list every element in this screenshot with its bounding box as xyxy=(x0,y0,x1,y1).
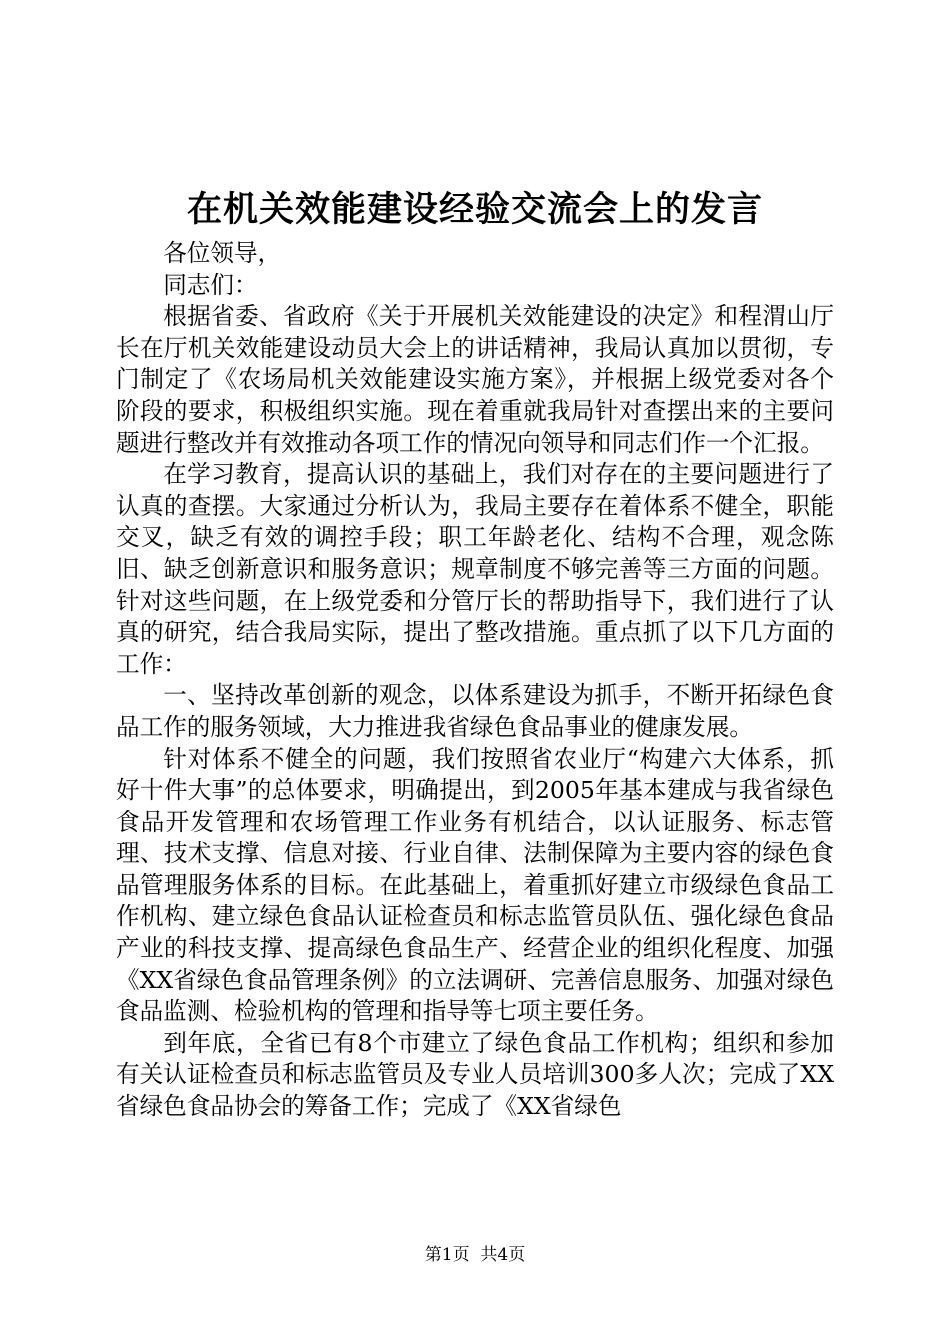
paragraph-intro: 根据省委、省政府《关于开展机关效能建设的决定》和程渭山厅长在厅机关效能建设动员大会上的讲话精神，我局认真加以贯彻，专门制定了《农场局机关效能建设实施方案》，并根据上级党委对各个阶段的要求，积极组织实施。现在着重就我局针对查摆出来的主要问题进行整改并有效推动各项工作的情况向领导和同志们作一个汇报。 xyxy=(116,302,834,457)
paragraph-system-building: 针对体系不健全的问题，我们按照省农业厅“构建六大体系，抓好十件大事”的总体要求，明确提出，到2005年基本建成与我省绿色食品开发管理和农场管理工作业务有机结合，以认证服务、标志管理、技术支撑、信息对接、行业自律、法制保障为主要内容的绿色食品管理服务体系的目标。在此基础上，着重抓好建立市级绿色食品工作机构、建立绿色食品认证检查员和标志监管员队伍、强化绿色食品产业的科技支撑、提高绿色食品生产、经营企业的组织化程度、加强《XX省绿色食品管理条例》的立法调研、完善信息服务、加强对绿色食品监测、检验机构的管理和指导等七项主要任务。 xyxy=(116,744,834,1026)
page-number-label: 第1页 共4页 xyxy=(424,1245,526,1265)
paragraph-heading-one: 一、坚持改革创新的观念，以体系建设为抓手，不断开拓绿色食品工作的服务领域，大力推进我省绿色食品事业的健康发展。 xyxy=(116,681,834,741)
page-footer xyxy=(0,1244,950,1266)
paragraph-year-end: 到年底，全省已有8个市建立了绿色食品工作机构；组织和参加有关认证检查员和标志监管员及专业人员培训300多人次；完成了XX省绿色食品协会的筹备工作；完成了《XX省绿色 xyxy=(116,1028,834,1121)
salutation-comrades: 同志们： xyxy=(163,270,258,299)
document-title: 在机关效能建设经验交流会上的发言 xyxy=(186,189,763,230)
document-body xyxy=(116,238,834,1123)
salutation-leaders: 各位领导， xyxy=(163,239,282,267)
paragraph-problems: 在学习教育，提高认识的基础上，我们对存在的主要问题进行了认真的查摆。大家通过分析认为，我局主要存在着体系不健全，职能交叉，缺乏有效的调控手段；职工年龄老化、结构不合理，观念陈旧、缺乏创新意识和服务意识；规章制度不够完善等三方面的问题。针对这些问题，在上级党委和分管厅长的帮助指导下，我们进行了认真的研究，结合我局实际，提出了整改措施。重点抓了以下几方面的工作： xyxy=(116,460,834,678)
